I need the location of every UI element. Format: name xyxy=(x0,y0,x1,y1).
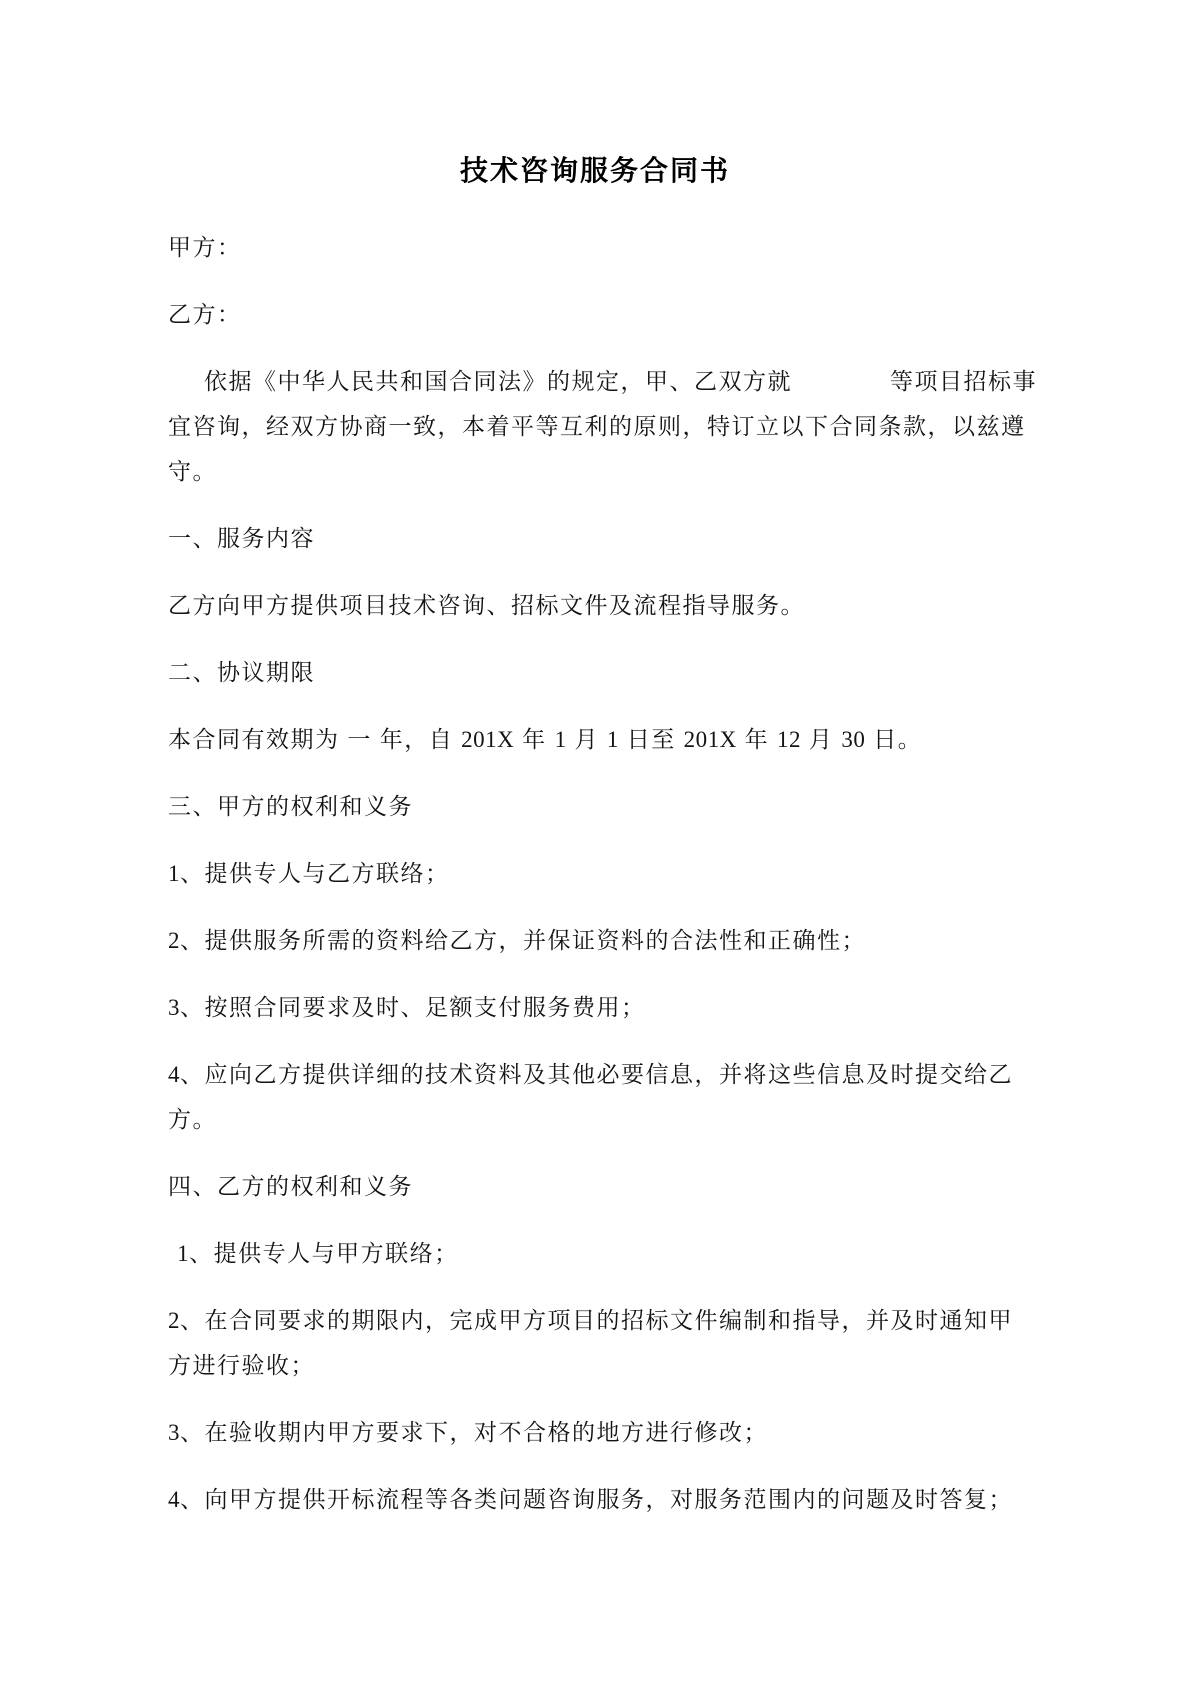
party-a-label: 甲方： xyxy=(168,234,242,260)
section-2-body xyxy=(168,717,1022,762)
section-4-item-3 xyxy=(168,1410,1022,1455)
party-b-label: 乙方： xyxy=(168,301,242,327)
section-4-item-4 xyxy=(168,1477,1022,1522)
section-3-item-4-line-2: 方。 xyxy=(168,1106,217,1132)
section-1-body-text: 乙方向甲方提供项目技术咨询、招标文件及流程指导服务。 xyxy=(168,592,805,618)
section-4-heading-text: 四、乙方的权利和义务 xyxy=(168,1173,413,1199)
party-a-block xyxy=(168,225,1022,270)
section-4-item-2 xyxy=(168,1298,1022,1388)
section-3-item-1-text: 1、提供专人与乙方联络； xyxy=(168,860,450,886)
contract-title: 技术咨询服务合同书 xyxy=(459,155,730,186)
section-1-body xyxy=(168,583,1022,628)
preamble-line-1: 依据《中华人民共和国合同法》的规定，甲、乙双方就 等项目招标事 xyxy=(204,368,1037,394)
section-4-heading xyxy=(168,1164,1022,1209)
section-2-heading xyxy=(168,650,1022,695)
section-3-item-4-line-1: 4、应向乙方提供详细的技术资料及其他必要信息，并将这些信息及时提交给乙 xyxy=(168,1061,1013,1087)
section-4-item-2-line-1: 2、在合同要求的期限内，完成甲方项目的招标文件编制和指导，并及时通知甲 xyxy=(168,1307,1013,1333)
section-4-item-3-text: 3、在验收期内甲方要求下，对不合格的地方进行修改； xyxy=(168,1419,768,1445)
section-4-item-1-text: 1、提供专人与甲方联络； xyxy=(177,1240,459,1266)
section-3-item-2-text: 2、提供服务所需的资料给乙方，并保证资料的合法性和正确性； xyxy=(168,927,866,953)
section-3-heading xyxy=(168,784,1022,829)
section-4-item-2-line-2: 方进行验收； xyxy=(168,1352,315,1378)
section-3-item-2 xyxy=(168,918,1022,963)
section-2-body-text: 本合同有效期为 一 年，自 201X 年 1 月 1 日至 201X 年 12 月 30 日。 xyxy=(168,726,923,752)
section-4-item-1 xyxy=(168,1231,1022,1276)
section-1-heading-text: 一、服务内容 xyxy=(168,525,315,551)
section-4-item-4-text: 4、向甲方提供开标流程等各类问题咨询服务，对服务范围内的问题及时答复； xyxy=(168,1486,1013,1512)
party-b-block xyxy=(168,292,1022,337)
section-2-heading-text: 二、协议期限 xyxy=(168,659,315,685)
section-1-heading xyxy=(168,516,1022,561)
preamble-line-3: 守。 xyxy=(168,458,217,484)
preamble-paragraph xyxy=(168,359,1037,494)
section-3-item-3-text: 3、按照合同要求及时、足额支付服务费用； xyxy=(168,994,646,1020)
section-3-item-3 xyxy=(168,985,1022,1030)
section-3-heading-text: 三、甲方的权利和义务 xyxy=(168,793,413,819)
section-3-item-4 xyxy=(168,1052,1022,1142)
preamble-line-2: 宜咨询，经双方协商一致，本着平等互利的原则，特订立以下合同条款，以兹遵 xyxy=(168,413,1026,439)
section-3-item-1 xyxy=(168,851,1022,896)
